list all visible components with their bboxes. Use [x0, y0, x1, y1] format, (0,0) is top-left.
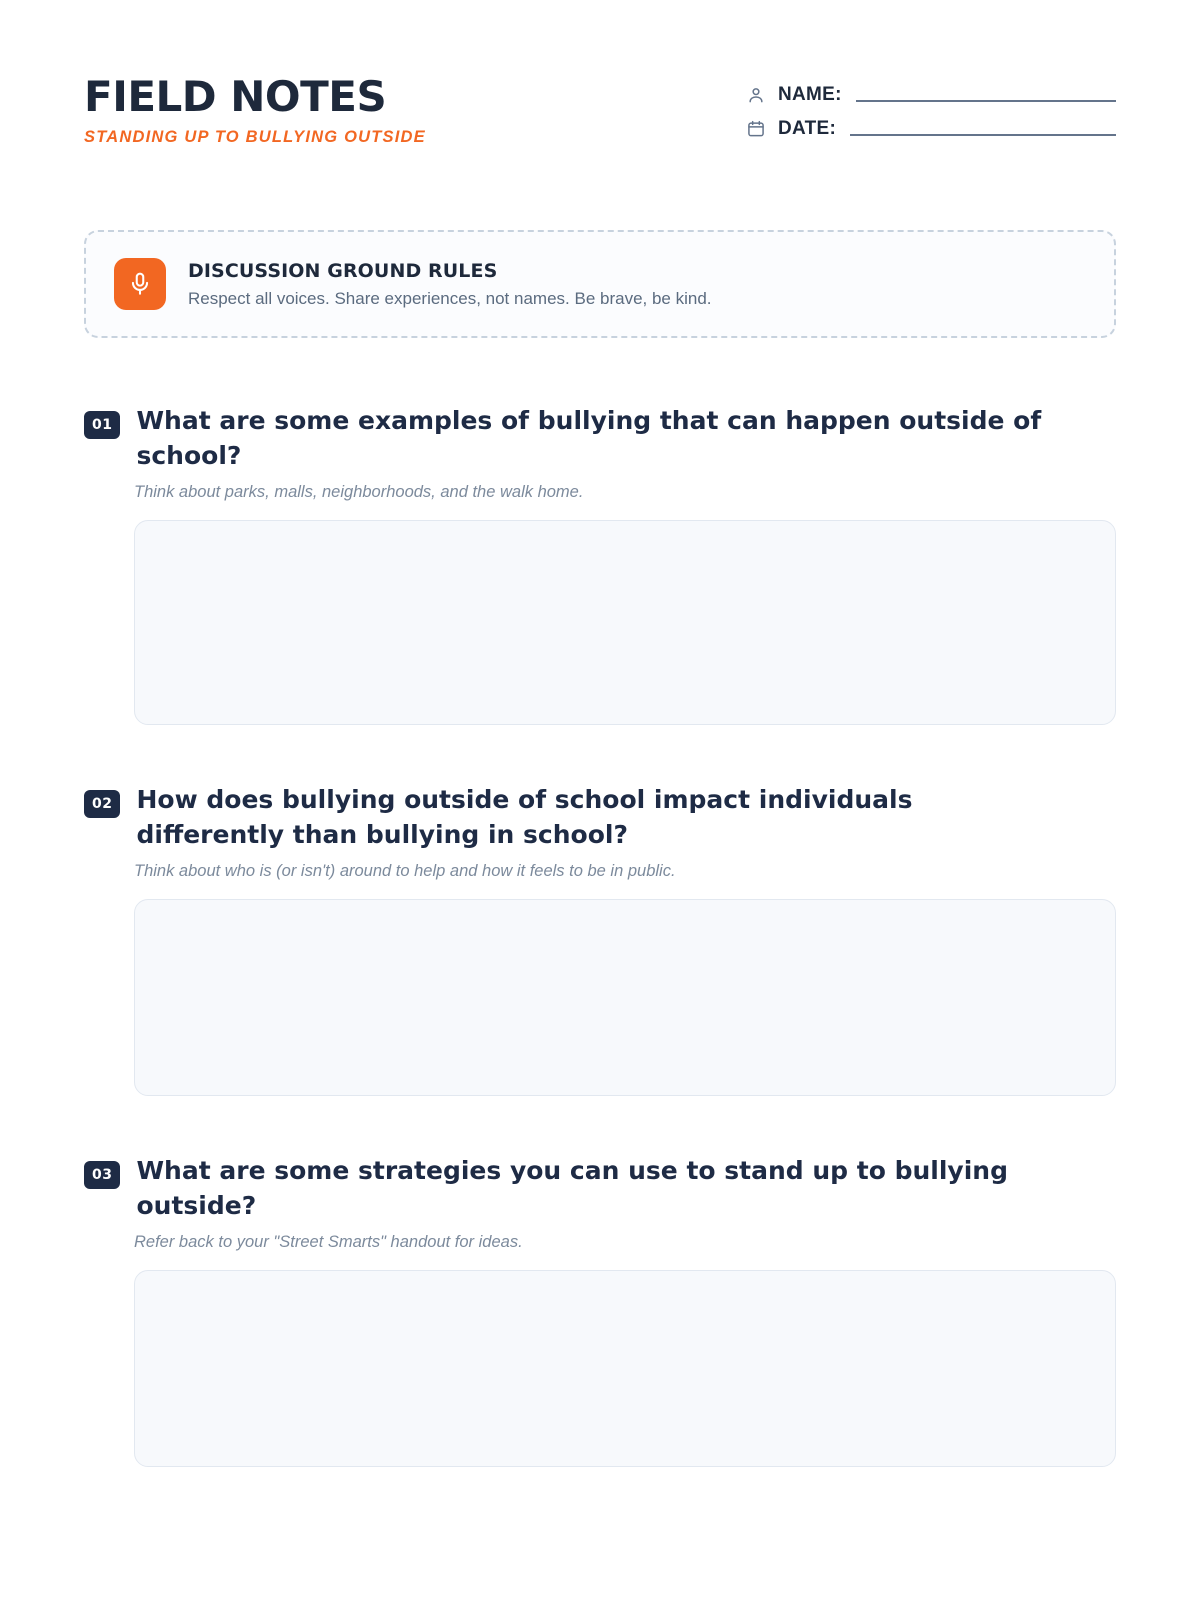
page-header	[84, 72, 1116, 152]
question-head	[84, 1154, 1116, 1223]
answer-input[interactable]	[134, 520, 1116, 725]
answer-input[interactable]	[134, 1270, 1116, 1467]
question-text: What are some examples of bullying that can happen outside of school?	[136, 406, 1042, 470]
calendar-icon	[746, 119, 766, 139]
ground-rules-text: Respect all voices. Share experiences, not names. Be brave, be kind.	[188, 288, 712, 308]
page-subtitle: STANDING UP TO BULLYING OUTSIDE	[84, 128, 426, 146]
question-number-badge: 02	[84, 790, 120, 818]
question-text: What are some strategies you can use to stand up to bullying outside?	[136, 1156, 1008, 1220]
date-row	[746, 118, 1116, 140]
question-head	[84, 404, 1116, 473]
brand-block	[84, 72, 426, 147]
page-title: FIELD NOTES	[84, 72, 387, 121]
microphone-icon	[114, 258, 166, 310]
question-number-badge: 01	[84, 411, 120, 439]
question-text: How does bullying outside of school impact individuals differently than bullying in school?	[136, 785, 913, 849]
question-number-badge: 03	[84, 1161, 120, 1189]
date-label: DATE:	[778, 118, 837, 139]
student-meta-block	[746, 72, 1116, 152]
name-label: NAME:	[778, 84, 842, 105]
ground-rules-title: DISCUSSION GROUND RULES	[188, 259, 498, 282]
ground-rules-callout	[84, 230, 1116, 338]
question-item	[84, 783, 1116, 1096]
question-item	[84, 404, 1116, 725]
question-item	[84, 1154, 1116, 1467]
answer-input[interactable]	[134, 899, 1116, 1096]
question-hint: Refer back to your "Street Smarts" handout for ideas.	[134, 1233, 523, 1251]
question-hint: Think about who is (or isn't) around to help and how it feels to be in public.	[134, 862, 676, 880]
questions-list	[84, 404, 1116, 1467]
ground-rules-body	[188, 260, 712, 309]
name-input[interactable]	[856, 88, 1116, 102]
name-row	[746, 84, 1116, 106]
date-input[interactable]	[850, 122, 1116, 136]
question-hint: Think about parks, malls, neighborhoods, and the walk home.	[134, 483, 584, 501]
user-icon	[746, 85, 766, 105]
question-head	[84, 783, 1116, 852]
